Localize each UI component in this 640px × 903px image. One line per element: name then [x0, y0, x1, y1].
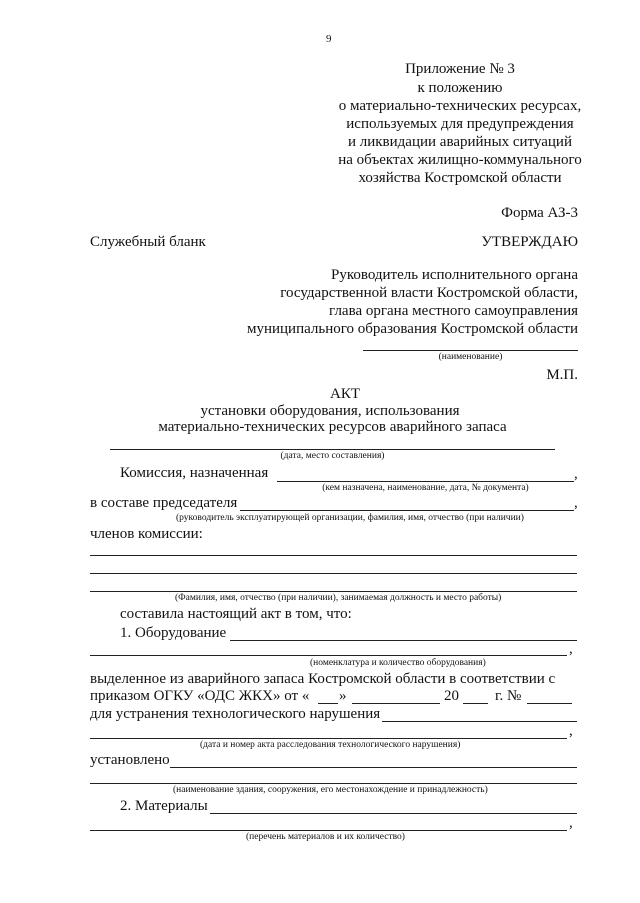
- members-label: членов комиссии:: [90, 526, 203, 542]
- order-quote-close: »: [339, 688, 347, 704]
- appendix-line-4: используемых для предупреждения: [346, 116, 574, 132]
- appendix-line-7: хозяйства Костромской области: [358, 170, 562, 186]
- chair-line[interactable]: [240, 510, 574, 511]
- members-caption: (Фамилия, имя, отчество (при наличии), занимаемая должность и место работы): [175, 593, 502, 603]
- appendix-line-6: на объектах жилищно-коммунального: [338, 152, 582, 168]
- commission-line[interactable]: [277, 481, 574, 482]
- elimination-comma: ,: [569, 723, 573, 739]
- elimination-line-2[interactable]: [90, 738, 567, 739]
- elimination-caption: (дата и номер акта расследования технологического нарушения): [200, 740, 461, 750]
- materials-comma: ,: [569, 815, 573, 831]
- act-subtitle-2: материально-технических ресурсов аварийного запаса: [158, 419, 507, 435]
- equipment-line-1[interactable]: [230, 640, 577, 641]
- installed-line-1[interactable]: [170, 767, 577, 768]
- order-year-field[interactable]: [463, 703, 488, 704]
- equipment-caption: (номенклатура и количество оборудования): [310, 658, 486, 668]
- elimination-label: для устранения технологического нарушения: [90, 706, 381, 722]
- order-month-field[interactable]: [352, 703, 440, 704]
- members-line-2[interactable]: [90, 573, 577, 574]
- order-day-field[interactable]: [318, 703, 338, 704]
- commission-caption: (кем назначена, наименование, дата, № документа): [322, 483, 529, 493]
- page-number: 9: [326, 33, 332, 45]
- materials-line-1[interactable]: [210, 813, 577, 814]
- commission-comma: ,: [574, 466, 578, 482]
- appendix-line-2: к положению: [417, 80, 503, 96]
- order-year-prefix: 20: [444, 688, 459, 704]
- members-line-3[interactable]: [90, 591, 577, 592]
- name-caption: (наименование): [438, 352, 503, 362]
- appendix-line-5: и ликвидации аварийных ситуаций: [347, 134, 572, 150]
- materials-line-2[interactable]: [90, 830, 567, 831]
- date-place-caption: (дата, место составления): [280, 451, 385, 461]
- equipment-comma: ,: [569, 641, 573, 657]
- appendix-line-3: о материально-технических ресурсах,: [338, 98, 582, 114]
- installed-label: установлено: [90, 752, 170, 768]
- chair-label: в составе председателя: [90, 495, 238, 511]
- order-number-label: г. №: [495, 688, 522, 704]
- allocated-text: выделенное из аварийного запаса Костромской области в соответствии с: [90, 671, 556, 687]
- commission-label: Комиссия, назначенная: [120, 465, 269, 481]
- approver-line-3: глава органа местного самоуправления: [329, 303, 578, 319]
- approver-line-1: Руководитель исполнительного органа: [330, 267, 578, 283]
- act-subtitle-1: установки оборудования, использования: [200, 403, 460, 419]
- name-line[interactable]: [363, 350, 578, 351]
- equipment-label: 1. Оборудование: [120, 625, 227, 641]
- members-line-1[interactable]: [90, 555, 577, 556]
- chair-caption: (руководитель эксплуатирующей организации, фамилия, имя, отчество (при наличии): [176, 513, 524, 523]
- approve-heading: УТВЕРЖДАЮ: [481, 234, 578, 250]
- order-number-field[interactable]: [527, 703, 572, 704]
- act-title: АКТ: [330, 386, 360, 402]
- approver-line-4: муниципального образования Костромской области: [246, 321, 578, 337]
- official-blank-label: Служебный бланк: [90, 234, 206, 250]
- equipment-line-2[interactable]: [90, 655, 567, 656]
- form-code: Форма АЗ-3: [501, 205, 578, 221]
- chair-comma: ,: [574, 495, 578, 511]
- appendix-line-1: Приложение № 3: [405, 61, 515, 77]
- compiled-text: составила настоящий акт в том, что:: [120, 606, 352, 622]
- materials-caption: (перечень материалов и их количество): [246, 832, 405, 842]
- order-prefix: приказом ОГКУ «ОДС ЖКХ» от «: [90, 688, 310, 704]
- date-place-line[interactable]: [110, 449, 555, 450]
- installed-caption: (наименование здания, сооружения, его местонахождение и принадлежность): [173, 785, 488, 795]
- elimination-line-1[interactable]: [382, 721, 577, 722]
- installed-line-2[interactable]: [90, 783, 577, 784]
- materials-label: 2. Материалы: [120, 798, 208, 814]
- approver-line-2: государственной власти Костромской области,: [280, 285, 578, 301]
- seal-label: М.П.: [546, 367, 578, 383]
